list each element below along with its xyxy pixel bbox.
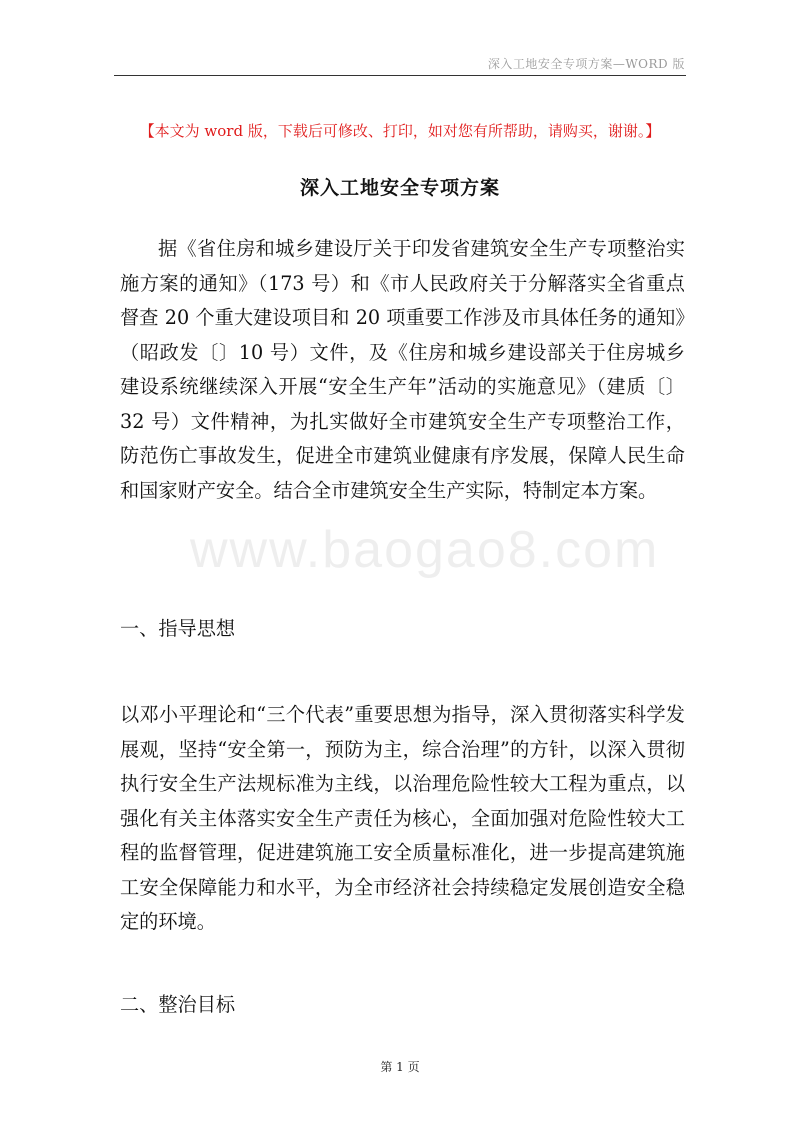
guiding-ideology-paragraph: 以邓小平理论和“三个代表”重要思想为指导，深入贯彻落实科学发展观，坚持“安全第一，预防为主，综合治理”的方针，以深入贯彻执行安全生产法规标准为主线，以治理危险性较大工程为重点，以强化有关主体落实安全生产责任为核心，全面加强对危险性较大工程的监督管理，促进建筑施工安全质量标准化，进一步提高建筑施工安全保障能力和水平，为全市经济社会持续稳定发展创造安全稳定的环境。: [120, 703, 685, 933]
intro-paragraph: 据《省住房和城乡建设厅关于印发省建筑安全生产专项整治实施方案的通知》（173 号）和《市人民政府关于分解落实全省重点督查 20 个重大建设项目和 20 项重要工作涉及市具体任务的通知》（昭政发〔〕10 号）文件，及《住房和城乡建设部关于住房城乡建设系统继续深入开展“安全生产年”活动的实施意见》（建质〔〕32 号）文件精神，为扎实做好全市建筑安全生产专项整治工作，防范伤亡事故发生，促进全市建筑业健康有序发展，保障人民生命和国家财产安全。结合全市建筑安全生产实际，特制定本方案。: [120, 237, 685, 502]
running-header: 深入工地安全专项方案—WORD 版: [487, 57, 685, 71]
section-heading-rectification-goals: 二、整治目标: [120, 993, 236, 1016]
watermark: www.baogao8.com: [190, 521, 660, 579]
page-number: 第 1 页: [380, 1060, 420, 1074]
header-divider: [114, 75, 686, 76]
section-heading-guiding-ideology: 一、指导思想: [120, 617, 236, 640]
purchase-notice: 【本文为 word 版，下载后可修改、打印，如对您有所帮助，请购买，谢谢。】: [139, 122, 661, 140]
document-title: 深入工地安全专项方案: [299, 177, 500, 199]
